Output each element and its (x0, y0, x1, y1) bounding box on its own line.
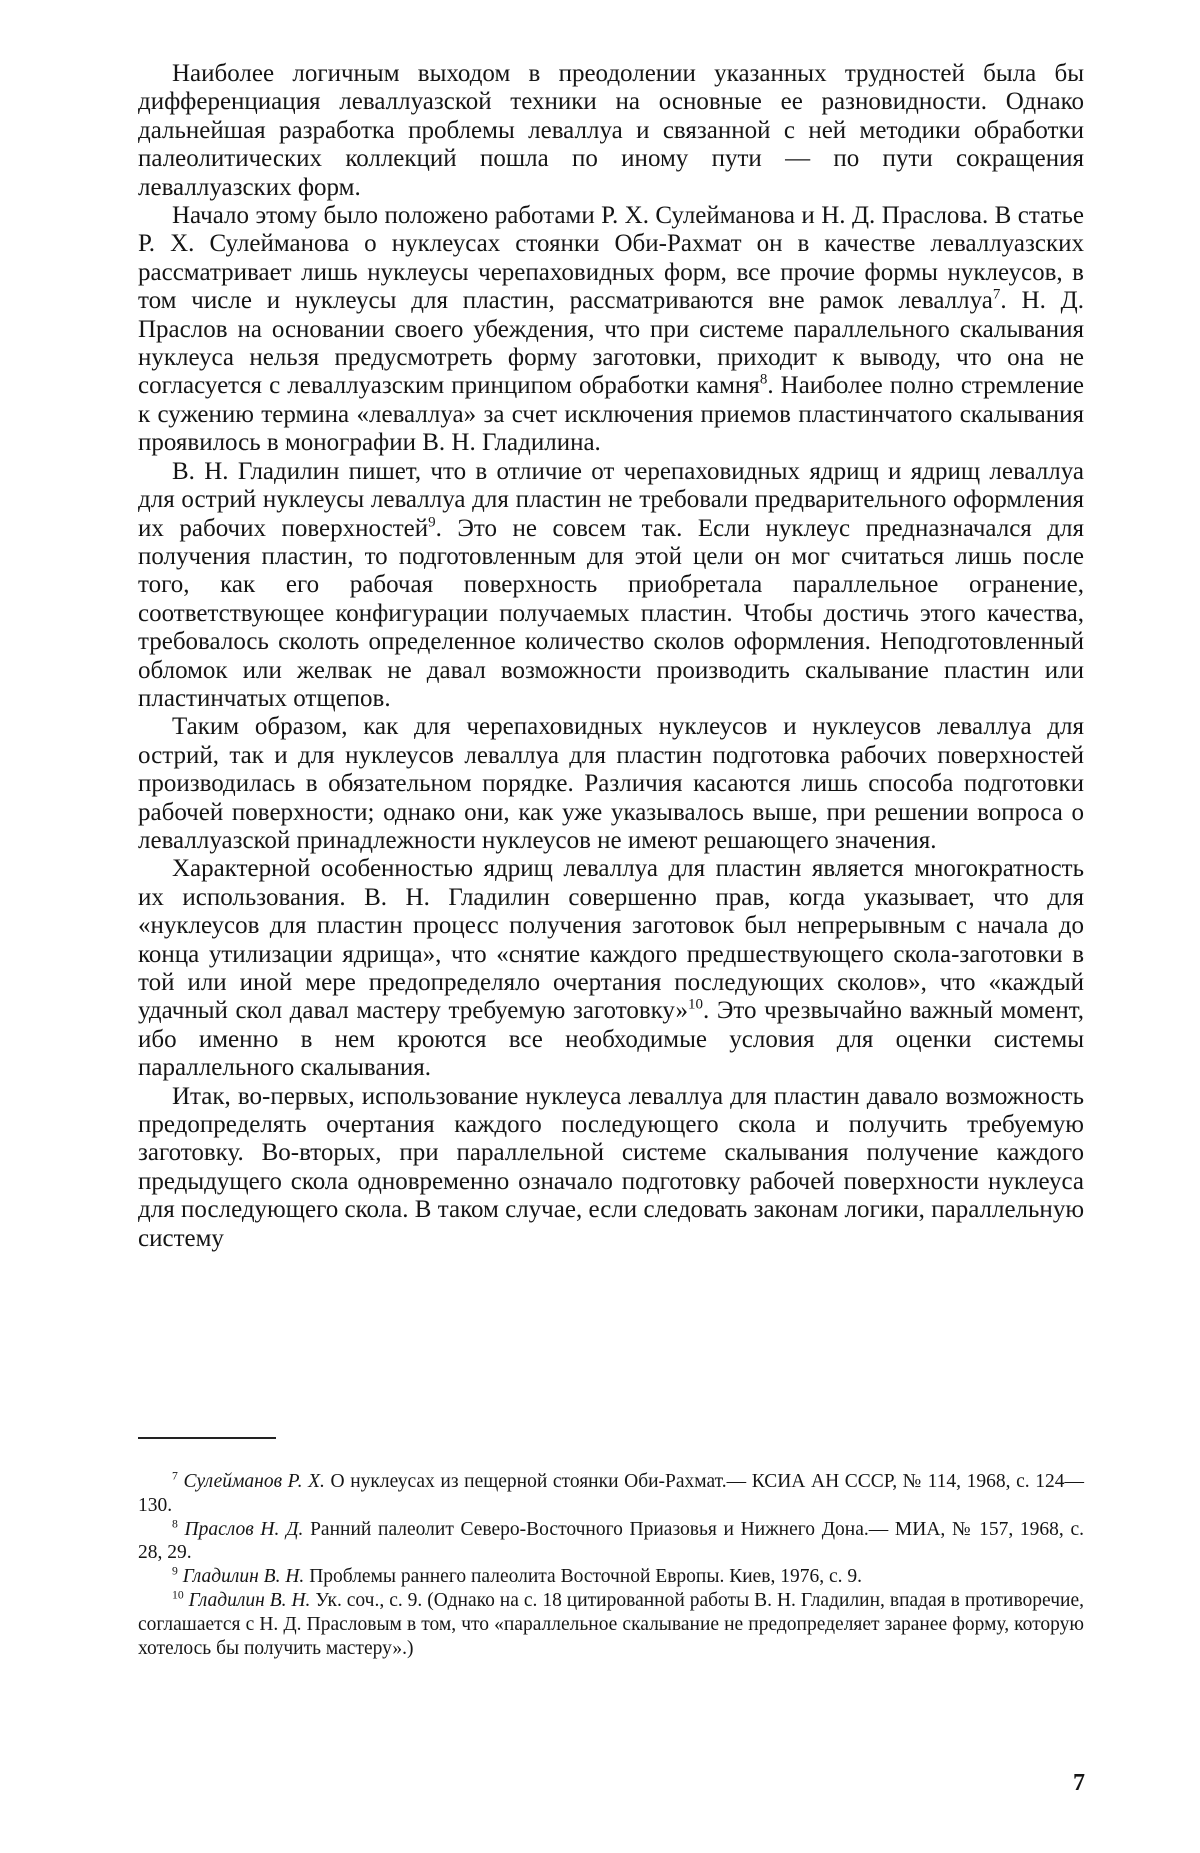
paragraph-3-text-cont: . Это не совсем так. Если нуклеус предназначался для получения пластин, то подготовленным для этой цели он мог считаться лишь после того, как его рабочая поверхность приобретала параллельное огранение, соответствующее конфигурации получаемых пластин. Чтобы достичь этого качества, требовалось сколоть определенное количество сколов оформления. Неподготовленный обломок или желвак не давал возможности производить скалывание пластин или пластинчатых отщепов. (138, 514, 1084, 712)
footnote-divider (138, 1437, 276, 1439)
footnote-ref-8: 8 (759, 372, 768, 389)
paragraph-6-text: Итак, во-первых, использование нуклеуса леваллуа для пластин давало возможность предопределять очертания каждого последующего скола и получить требуемую заготовку. Во-вторых, при параллельной системе скалывания получение каждого предыдущего скола одновременно означало подготовку рабочей поверхности нуклеуса для последующего скола. В таком случае, если следовать законам логики, параллельную систему (138, 1082, 1084, 1252)
paragraph-1 (138, 60, 1084, 202)
paragraph-5-text-cont: . Это чрезвычайно важный момент, ибо именно в нем кроются все необходимые условия для оценки системы параллельного скалывания. (138, 997, 1084, 1082)
footnote-text: Проблемы раннего палеолита Восточной Европы. Киев, 1976, с. 9. (309, 1566, 863, 1588)
footnote-7 (138, 1470, 1084, 1518)
footnote-text: Ранний палеолит Северо-Восточного Приазовья и Нижнего Дона.— МИА, № 157, 1968, с. 28, 29. (138, 1518, 1085, 1564)
paragraph-1-text: Наиболее логичным выходом в преодолении указанных трудностей была бы дифференциация леваллуазской техники на основные ее разновидности. Однако дальнейшая разработка проблемы леваллуа и связанной с ней методики обработки палеолитических коллекций пошла по иному пути — по пути сокращения леваллуазских форм. (138, 60, 1084, 201)
footnote-number: 9 (172, 1564, 178, 1578)
footnote-9 (138, 1565, 1084, 1589)
paragraph-2-text: Начало этому было положено работами Р. Х. Сулейманова и Н. Д. Праслова. В статье Р. Х. Сулейманова о нуклеусах стоянки Оби-Рахмат он в качестве леваллуазских рассматривает лишь нуклеусы черепаховидных форм, все прочие формы нуклеусов, в том числе и нуклеусы для пластин, рассматриваются вне рамок леваллуа (138, 202, 1084, 315)
paragraph-4 (138, 713, 1084, 855)
paragraph-2-text-end: . Наиболее полно стремление к сужению термина «леваллуа» за счет исключения приемов пластинчатого скалывания проявилось в монографии В. Н. Гладилина. (138, 372, 1084, 457)
footnote-text: Ук. соч., с. 9. (Однако на с. 18 цитированной работы В. Н. Гладилин, впадая в противоречие, соглашается с Н. Д. Прасловым в том, что «параллельное скалывание не предопределяет заранее форму, которую хотелось бы получить мастеру».) (138, 1589, 1084, 1659)
body-text (138, 60, 1084, 1253)
paragraph-2-text-cont: . Н. Д. Праслов на основании своего убеждения, что при системе параллельного скалывания нуклеуса нельзя предусмотреть форму заготовки, приходит к выводу, что она не согласуется с леваллуазским принципом обработки камня (138, 287, 1084, 400)
footnote-8 (138, 1518, 1084, 1566)
footnote-author: Гладилин В. Н. (182, 1566, 305, 1588)
footnote-author: Гладилин В. Н. (188, 1589, 311, 1611)
paragraph-5-text: Характерной особенностью ядрищ леваллуа для пластин является многократность их использования. В. Н. Гладилин совершенно прав, когда указывает, что для «нуклеусов для пластин процесс получения заготовок был непрерывным с начала до конца утилизации ядрища», что «снятие каждого предшествующего скола-заготовки в той или иной мере предопределяло очертания последующих сколов», что «каждый удачный скол давал мастеру требуемую заготовку» (138, 855, 1084, 1025)
footnote-10 (138, 1589, 1084, 1660)
footnote-ref-9: 9 (428, 514, 436, 531)
footnote-ref-7: 7 (992, 286, 1001, 303)
footnote-author: Сулейманов Р. Х. (183, 1471, 325, 1492)
page-number: 7 (1073, 1770, 1085, 1796)
footnote-text: О нуклеусах из пещерной стоянки Оби-Рахмат.— КСИА АН СССР, № 114, 1968, с. 124—130. (138, 1471, 1084, 1516)
paragraph-6 (138, 1083, 1084, 1253)
paragraph-3-text: В. Н. Гладилин пишет, что в отличие от черепаховидных ядрищ и ядрищ леваллуа для острий нуклеусы леваллуа для пластин не требовали предварительного оформления их рабочих поверхностей (138, 457, 1084, 542)
footnote-author: Праслов Н. Д. (184, 1518, 304, 1540)
paragraph-5 (138, 855, 1084, 1082)
paragraph-3 (138, 458, 1084, 714)
footnote-ref-10: 10 (688, 997, 704, 1014)
footnotes (138, 1470, 1084, 1660)
paragraph-4-text: Таким образом, как для черепаховидных нуклеусов и нуклеусов леваллуа для острий, так и для нуклеусов леваллуа для пластин подготовка рабочих поверхностей производилась в обязательном порядке. Различия касаются лишь способа подготовки рабочей поверхности; однако они, как уже указывалось выше, при решении вопроса о леваллуазской принадлежности нуклеусов не имеют решающего значения. (138, 713, 1084, 854)
footnote-number: 8 (172, 1517, 178, 1531)
footnote-number: 10 (172, 1588, 184, 1602)
footnote-number: 7 (172, 1469, 178, 1483)
paragraph-2 (138, 202, 1084, 458)
